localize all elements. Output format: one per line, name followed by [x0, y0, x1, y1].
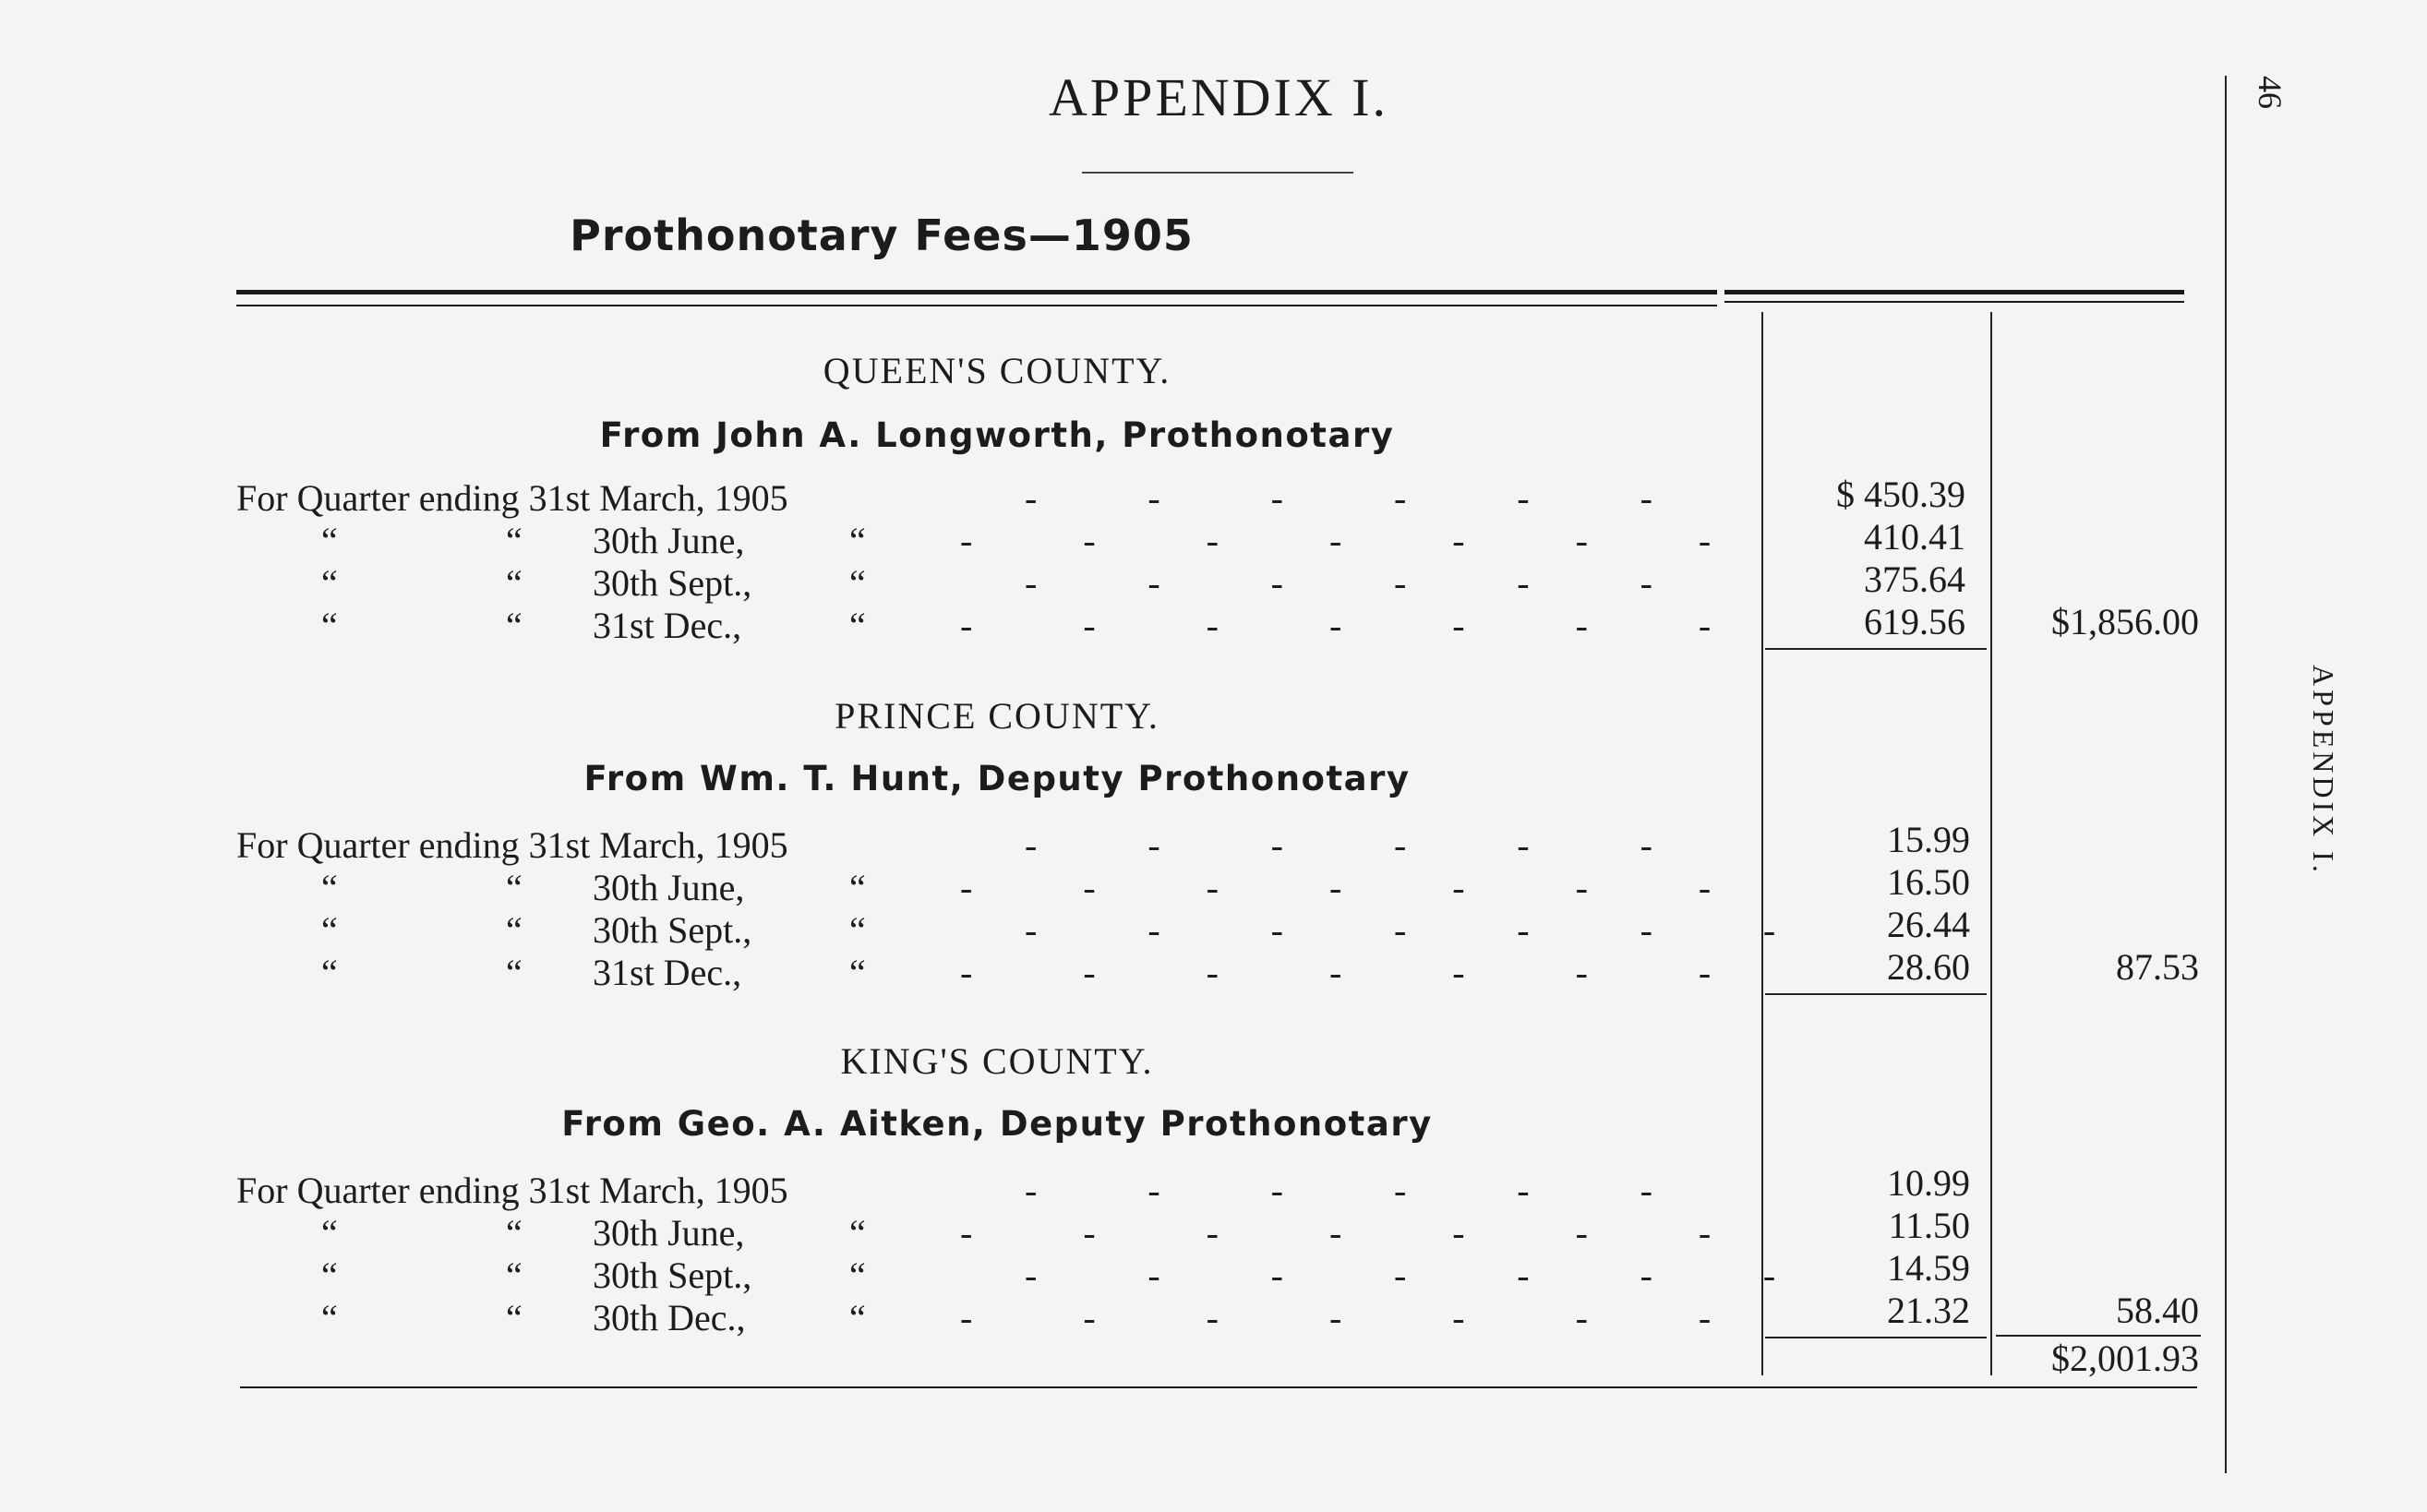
leader-dashes: - - - - - - -	[960, 867, 1712, 908]
amount-cell: 619.56	[1864, 601, 1965, 642]
ditto-mark: “	[321, 1254, 338, 1296]
subtotal-rule	[1765, 1337, 1987, 1338]
table-row	[0, 908, 2216, 951]
ditto-mark: “	[849, 1297, 866, 1338]
subtotal-rule	[1765, 648, 1987, 650]
amount-cell: 11.50	[1888, 1205, 1970, 1246]
row-label: For Quarter ending 31st March, 1905	[236, 824, 788, 866]
ditto-mark: “	[321, 605, 338, 646]
leader-dashes: - - - - - -	[1025, 824, 1652, 866]
amount-cell: 375.64	[1864, 558, 1965, 600]
row-label: 31st Dec.,	[593, 605, 742, 646]
row-label: For Quarter ending 31st March, 1905	[236, 1170, 788, 1211]
row-label: 30th Sept.,	[593, 909, 752, 951]
row-label: 30th June,	[593, 867, 745, 908]
ditto-mark: “	[506, 1212, 523, 1254]
leader-dashes: - - - - - - -	[960, 1297, 1712, 1338]
ditto-mark: “	[849, 867, 866, 908]
ditto-mark: “	[849, 520, 866, 561]
county-heading: QUEEN'S COUNTY.	[823, 350, 1171, 391]
ditto-mark: “	[506, 562, 523, 604]
amount-cell: 16.50	[1887, 861, 1970, 903]
page-margin-line	[2225, 76, 2227, 1473]
county-total: 87.53	[2116, 946, 2199, 988]
side-title: APPENDIX I.	[2307, 665, 2340, 876]
county-total: $1,856.00	[2051, 601, 2199, 642]
amount-cell: 15.99	[1887, 819, 1970, 860]
title-rule	[1082, 172, 1353, 174]
header-rule-thick-left	[236, 290, 1717, 294]
table-row	[0, 823, 2216, 866]
table-row	[0, 866, 2216, 908]
leader-dashes: - - - - - -	[1025, 562, 1652, 604]
header-rule-thick-right	[1724, 290, 2184, 294]
county-heading: PRINCE COUNTY.	[835, 695, 1159, 737]
leader-dashes: - - - - - -	[1025, 1170, 1652, 1211]
table-row	[0, 1254, 2216, 1296]
ditto-mark: “	[506, 867, 523, 908]
row-label: 30th Dec.,	[593, 1297, 746, 1338]
ditto-mark: “	[506, 1297, 523, 1338]
ditto-mark: “	[321, 520, 338, 561]
appendix-title: APPENDIX I.	[1048, 67, 1389, 127]
amount-cell: 410.41	[1864, 516, 1965, 558]
leader-dashes: - - - - - - -	[1025, 909, 1776, 951]
from-line: From Geo. A. Aitken, Deputy Prothonotary	[561, 1104, 1433, 1144]
leader-dashes: - - - - - -	[1025, 477, 1652, 519]
amount-cell: 28.60	[1887, 946, 1970, 988]
ditto-mark: “	[321, 909, 338, 951]
table-row	[0, 1169, 2216, 1211]
ditto-mark: “	[321, 867, 338, 908]
table-row	[0, 951, 2216, 993]
ditto-mark: “	[849, 562, 866, 604]
ditto-mark: “	[506, 1254, 523, 1296]
ditto-mark: “	[321, 562, 338, 604]
leader-dashes: - - - - - - -	[960, 952, 1712, 993]
county-total: 58.40	[2116, 1290, 2199, 1331]
ditto-mark: “	[849, 952, 866, 993]
ditto-mark: “	[321, 952, 338, 993]
ditto-mark: “	[506, 605, 523, 646]
ditto-mark: “	[506, 909, 523, 951]
bottom-rule	[240, 1386, 2197, 1388]
amount-cell: 26.44	[1887, 904, 1970, 945]
ditto-mark: “	[321, 1297, 338, 1338]
leader-dashes: - - - - - - -	[960, 520, 1712, 561]
from-line: From Wm. T. Hunt, Deputy Prothonotary	[583, 759, 1411, 798]
ditto-mark: “	[506, 952, 523, 993]
ditto-mark: “	[849, 1212, 866, 1254]
amount-cell: $ 450.39	[1836, 474, 1965, 515]
amount-cell: 10.99	[1887, 1162, 1970, 1204]
fees-title: Prothonotary Fees—1905	[570, 210, 1194, 260]
county-heading: KING'S COUNTY.	[840, 1040, 1154, 1082]
subtotal-rule	[1765, 993, 1987, 995]
ditto-mark: “	[849, 909, 866, 951]
table-row	[0, 1296, 2216, 1338]
amount-cell: 21.32	[1887, 1290, 1970, 1331]
amount-cell: 14.59	[1887, 1247, 1970, 1289]
from-line: From John A. Longworth, Prothonotary	[599, 415, 1395, 455]
ditto-mark: “	[321, 1212, 338, 1254]
leader-dashes: - - - - - - -	[1025, 1254, 1776, 1296]
leader-dashes: - - - - - - -	[960, 1212, 1712, 1254]
row-label: 30th Sept.,	[593, 562, 752, 604]
row-label: For Quarter ending 31st March, 1905	[236, 477, 788, 519]
row-label: 31st Dec.,	[593, 952, 742, 993]
row-label: 30th June,	[593, 520, 745, 561]
row-label: 30th June,	[593, 1212, 745, 1254]
ditto-mark: “	[849, 605, 866, 646]
ditto-mark: “	[506, 520, 523, 561]
leader-dashes: - - - - - - -	[960, 605, 1712, 646]
table-row	[0, 1211, 2216, 1254]
row-label: 30th Sept.,	[593, 1254, 752, 1296]
header-rule-thin-left	[236, 305, 1717, 306]
grand-total: $2,001.93	[2051, 1338, 2199, 1379]
page-number: 46	[2252, 76, 2289, 109]
header-rule-thin-right	[1724, 301, 2184, 303]
ditto-mark: “	[849, 1254, 866, 1296]
